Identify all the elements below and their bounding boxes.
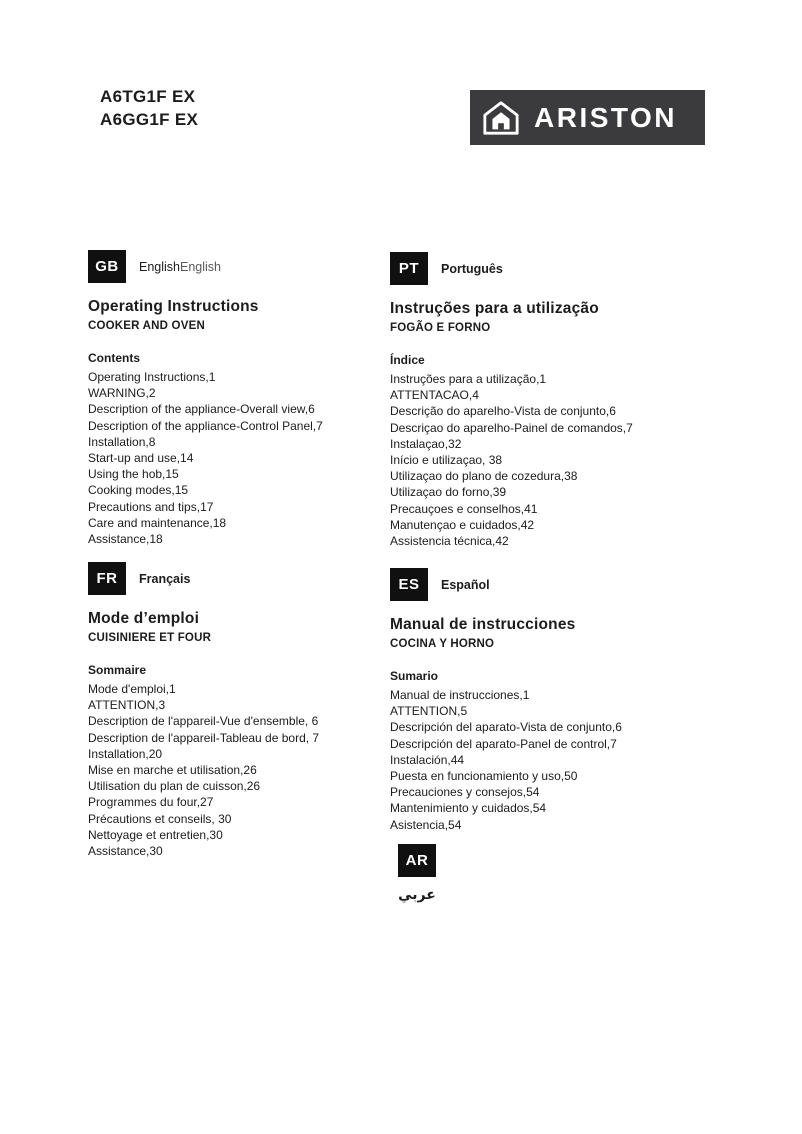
- toc-item: ATTENTION,5: [390, 704, 468, 719]
- toc-heading: Sumario: [390, 669, 439, 683]
- toc-item: Manual de instrucciones,1: [390, 688, 530, 702]
- lang-badge-pt: PT: [390, 252, 428, 285]
- section-subtitle: FOGÃO E FORNO: [390, 322, 491, 334]
- language-label-secondary: English: [180, 259, 221, 274]
- language-row: [88, 250, 386, 283]
- language-label: [139, 260, 221, 274]
- toc-item: ATTENTION,3: [88, 698, 166, 713]
- section-english: [88, 250, 386, 547]
- toc-heading: Índice: [390, 353, 425, 367]
- toc-item: ATTENTACAO,4: [390, 388, 479, 403]
- toc-item: Asistencia,54: [390, 817, 462, 832]
- toc-list: [88, 681, 386, 859]
- toc-item: Start-up and use,14: [88, 451, 194, 466]
- language-label: عربي: [398, 887, 436, 903]
- lang-badge-ar: AR: [398, 844, 436, 877]
- model-line-2: A6GG1F EX: [100, 110, 199, 129]
- toc-item: Descriçao do aparelho-Painel de comandos,7: [390, 420, 633, 435]
- lang-badge-es: ES: [390, 568, 428, 601]
- toc-item: Assistencia técnica,42: [390, 534, 509, 549]
- language-label: Español: [441, 577, 490, 592]
- section-arabic: [398, 844, 458, 903]
- toc-item: Manutençao e cuidados,42: [390, 517, 535, 532]
- section-title: Operating Instructions: [88, 298, 259, 315]
- toc-item: Descripción del aparato-Vista de conjunto,6: [390, 720, 622, 735]
- toc-item: Description of the appliance-Overall view,6: [88, 402, 315, 417]
- toc-list: [390, 687, 702, 833]
- language-label-primary: English: [139, 259, 180, 274]
- toc-item: Installation,20: [88, 746, 163, 761]
- section-portugues: [390, 252, 702, 549]
- brand-logo: [470, 90, 705, 145]
- toc-item: Utilizaçao do forno,39: [390, 485, 507, 500]
- toc-item: Início e utilizaçao, 38: [390, 453, 503, 468]
- section-title: Manual de instrucciones: [390, 616, 576, 633]
- toc-heading: Contents: [88, 351, 140, 365]
- section-subtitle: COCINA Y HORNO: [390, 638, 495, 650]
- section-francais: [88, 562, 386, 859]
- toc-item: Mise en marche et utilisation,26: [88, 763, 257, 778]
- section-espanol: [390, 568, 702, 833]
- toc-item: Programmes du four,27: [88, 795, 214, 810]
- toc-item: Instalaçao,32: [390, 436, 462, 451]
- language-row: [390, 252, 702, 285]
- toc-item: Precautions and tips,17: [88, 499, 214, 514]
- toc-item: Instalación,44: [390, 752, 465, 767]
- language-label: Français: [139, 571, 191, 586]
- toc-item: Assistance,30: [88, 844, 163, 859]
- toc-item: Précautions et conseils, 30: [88, 811, 232, 826]
- toc-item: Utilisation du plan de cuisson,26: [88, 779, 261, 794]
- lang-badge-gb: GB: [88, 250, 126, 283]
- toc-list: [88, 369, 386, 547]
- toc-item: Precauçoes e conselhos,41: [390, 501, 538, 516]
- toc-heading: Sommaire: [88, 663, 147, 677]
- toc-item: Instruções para a utilização,1: [390, 372, 547, 386]
- toc-item: Puesta en funcionamiento y uso,50: [390, 769, 578, 784]
- toc-item: Description de l'appareil-Vue d'ensemble, 6: [88, 714, 319, 729]
- toc-item: Nettoyage et entretien,30: [88, 827, 223, 842]
- toc-item: Descrição do aparelho-Vista de conjunto,6: [390, 404, 616, 419]
- language-row: [390, 568, 702, 601]
- house-icon: [482, 100, 520, 136]
- toc-item: Cooking modes,15: [88, 483, 189, 498]
- section-title: Instruções para a utilização: [390, 300, 599, 317]
- toc-item: Description of the appliance-Control Panel,7: [88, 418, 323, 433]
- toc-item: Utilizaçao do plano de cozedura,38: [390, 469, 578, 484]
- toc-item: Using the hob,15: [88, 467, 179, 482]
- toc-item: WARNING,2: [88, 386, 156, 401]
- toc-item: Mantenimiento y cuidados,54: [390, 801, 547, 816]
- model-numbers: [100, 85, 198, 131]
- toc-item: Descripción del aparato-Panel de control,7: [390, 736, 617, 751]
- section-title: Mode d’emploi: [88, 610, 200, 627]
- toc-item: Assistance,18: [88, 532, 163, 547]
- toc-list: [390, 371, 702, 549]
- toc-item: Mode d'emploi,1: [88, 682, 176, 696]
- lang-badge-fr: FR: [88, 562, 126, 595]
- toc-item: Installation,8: [88, 434, 156, 449]
- toc-item: Operating Instructions,1: [88, 370, 216, 384]
- toc-item: Description de l'appareil-Tableau de bord, 7: [88, 730, 320, 745]
- model-line-1: A6TG1F EX: [100, 87, 196, 106]
- language-row: [88, 562, 386, 595]
- toc-item: Precauciones y consejos,54: [390, 785, 540, 800]
- language-label: Português: [441, 261, 503, 276]
- brand-name: ARISTON: [534, 101, 677, 133]
- section-subtitle: CUISINIERE ET FOUR: [88, 632, 212, 644]
- toc-item: Care and maintenance,18: [88, 515, 227, 530]
- section-subtitle: COOKER AND OVEN: [88, 320, 205, 332]
